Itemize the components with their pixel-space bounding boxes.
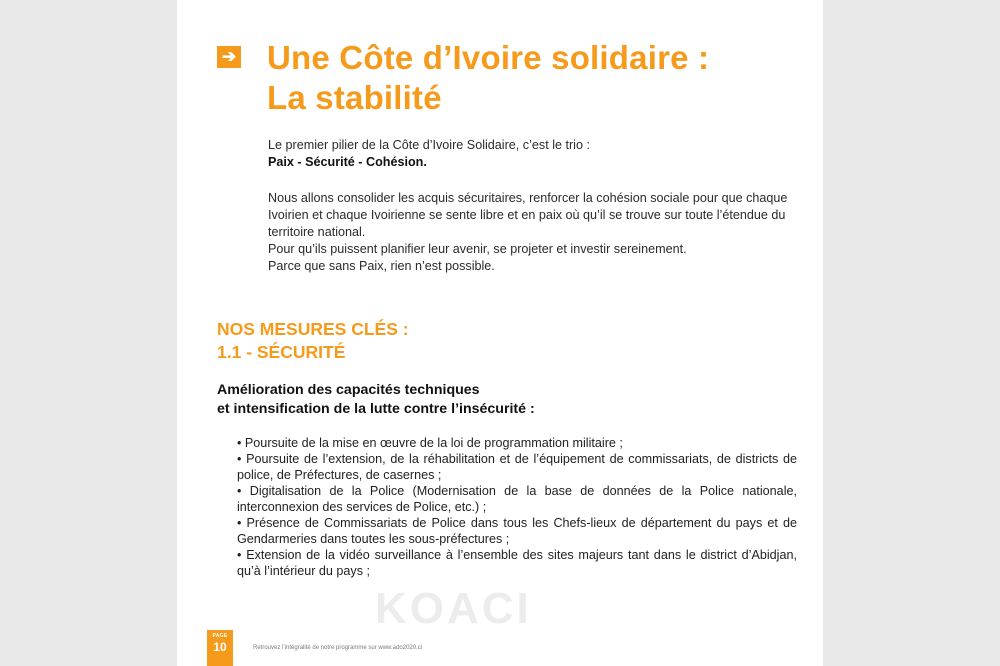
- page-number-tab: [207, 630, 233, 666]
- measures-list: [237, 435, 797, 579]
- intro-line: Le premier pilier de la Côte d’Ivoire Solidaire, c’est le trio :: [268, 138, 590, 152]
- footer-text: Retrouvez l’intégralité de notre programme sur www.ado2020.ci: [253, 645, 423, 651]
- list-item: • Poursuite de l’extension, de la réhabilitation et de l’équipement de commissariats, de districts de police, de Préfectures, de casernes ;: [237, 452, 797, 482]
- title-line-1: Une Côte d’Ivoire solidaire :: [267, 39, 710, 76]
- section-subtitle: 1.1 - SÉCURITÉ: [217, 342, 346, 362]
- intro-paragraph: Nous allons consolider les acquis sécuritaires, renforcer la cohésion sociale pour que chaque Ivoirien et chaque Ivoirienne se sente libre et en paix où qu’il se trouve sur toute l’étendue du territoire national.: [268, 191, 788, 239]
- page-label: PAGE: [212, 633, 228, 639]
- subsection-line-1: Amélioration des capacités techniques: [217, 382, 480, 398]
- watermark: KOACI: [375, 584, 532, 633]
- document-page: [177, 0, 823, 666]
- section-title: NOS MESURES CLÉS :: [217, 319, 409, 339]
- section-heading: [217, 318, 409, 364]
- intro-trio: Paix - Sécurité - Cohésion.: [268, 155, 427, 169]
- list-item: • Poursuite de la mise en œuvre de la loi de programmation militaire ;: [237, 436, 623, 450]
- intro-paragraph: Pour qu’ils puissent planifier leur avenir, se projeter et investir sereinement.: [268, 242, 687, 256]
- page-title: [267, 38, 709, 118]
- intro-block: [268, 137, 808, 275]
- intro-paragraph: Parce que sans Paix, rien n’est possible.: [268, 259, 495, 273]
- arrow-right-icon: ➔: [217, 46, 241, 68]
- list-item: • Digitalisation de la Police (Modernisation de la base de données de la Police nationale, interconnexion des services de Police, etc.) ;: [237, 484, 797, 514]
- page-number: 10: [213, 640, 227, 654]
- subsection-heading: [217, 381, 777, 419]
- list-item: • Présence de Commissariats de Police dans tous les Chefs-lieux de département du pays et de Gendarmeries dans toutes les sous-préfectures ;: [237, 516, 797, 546]
- title-line-2: La stabilité: [267, 79, 442, 116]
- list-item: • Extension de la vidéo surveillance à l’ensemble des sites majeurs tant dans le district d’Abidjan, qu’à l’intérieur du pays ;: [237, 548, 797, 578]
- subsection-line-2: et intensification de la lutte contre l’insécurité :: [217, 401, 535, 417]
